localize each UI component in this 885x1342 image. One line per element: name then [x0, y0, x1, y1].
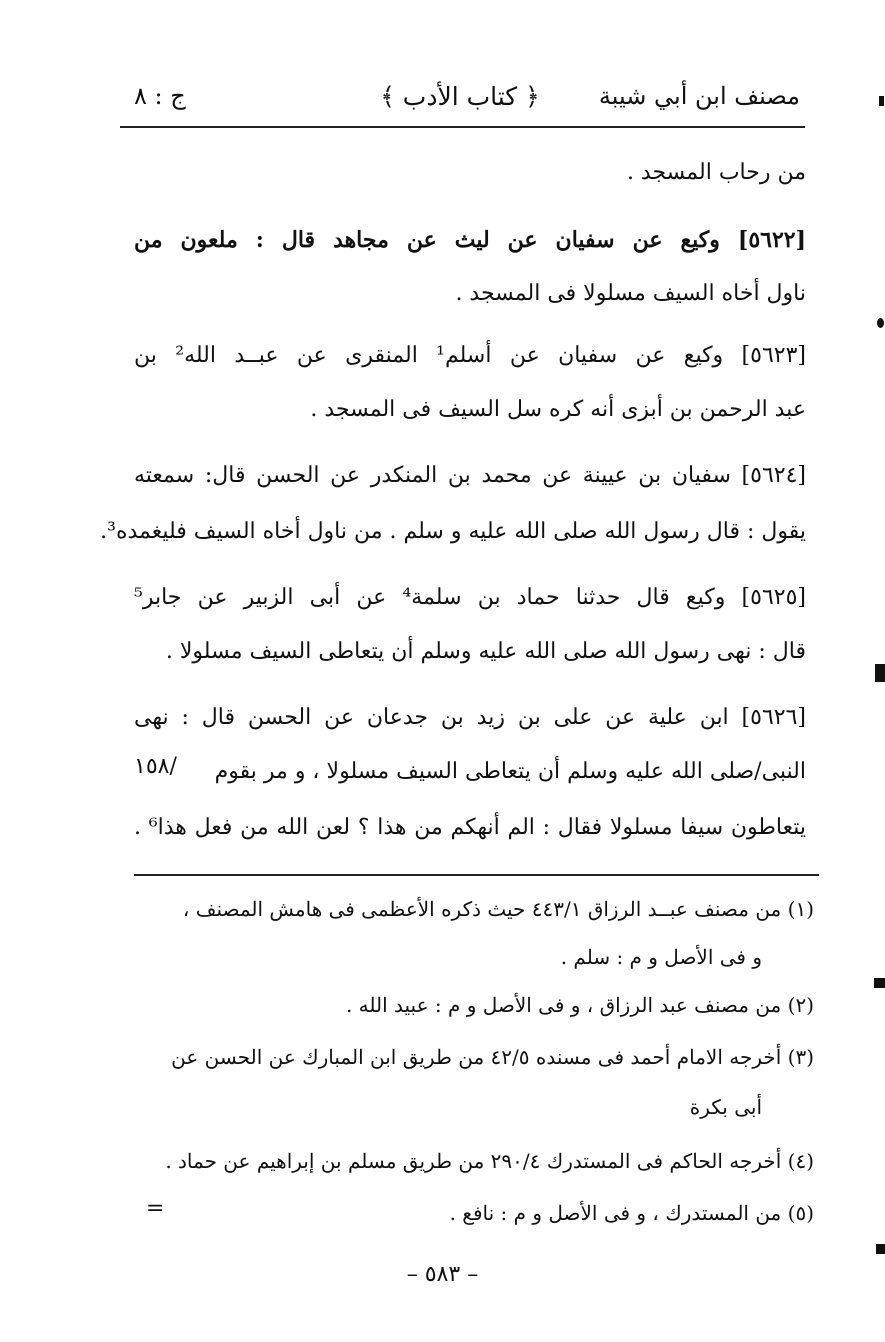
scan-artifact — [877, 318, 884, 328]
scan-artifact — [875, 664, 885, 682]
footnote-3-line-2: أبى بكرة — [689, 1095, 762, 1119]
footnote-1-line-2: و فى الأصل و م : سلم . — [560, 945, 762, 969]
margin-folio-marker: /١٥٨ — [134, 754, 177, 779]
running-header — [120, 78, 800, 122]
hadith-5622-line-1: [٥٦٢٢] وكيع عن سفيان عن ليث عن مجاهد قال : ملعون من — [134, 227, 806, 253]
book-title: مصنف ابن أبي شيبة — [598, 82, 800, 110]
hadith-5623-line-2: عبد الرحمن بن أبزى أنه كره سل السيف فى المسجد . — [310, 397, 806, 422]
footnote-rule — [134, 874, 819, 876]
volume-number: ج : ٨ — [134, 82, 186, 110]
footnote-3-line-1: (٣) أخرجه الامام أحمد فى مسنده ٤٢/٥ من طريق ابن المبارك عن الحسن عن — [171, 1045, 814, 1069]
hadith-5625-line-1: [٥٦٢٥] وكيع قال حدثنا حماد بن سلمة⁴ عن أبى الزبير عن جابر⁵ — [134, 585, 806, 610]
header-rule — [120, 126, 805, 128]
hadith-5624-line-1: [٥٦٢٤] سفيان بن عيينة عن محمد بن المنكدر عن الحسن قال: سمعته — [134, 463, 806, 488]
page-number: – ٥٨٣ – — [406, 1262, 479, 1287]
continuation-mark: = — [146, 1196, 165, 1221]
hadith-5626-line-1: [٥٦٢٦] ابن علية عن على بن زيد بن جدعان عن الحسن قال : نهى — [134, 705, 806, 730]
footnote-4: (٤) أخرجه الحاكم فى المستدرك ٢٩٠/٤ من طريق مسلم بن إبراهيم عن حماد . — [165, 1149, 814, 1173]
scan-artifact — [874, 978, 885, 988]
hadith-5625-line-2: قال : نهى رسول الله صلى الله عليه وسلم أن يتعاطى السيف مسلولا . — [165, 639, 806, 664]
body-line-1: من رحاب المسجد . — [626, 160, 806, 185]
hadith-5626-line-2: النبى/صلى الله عليه وسلم أن يتعاطى السيف مسلولا ، و مر بقوم — [214, 759, 806, 784]
chapter-title: ﴿ كتاب الأدب ﴾ — [380, 82, 540, 111]
hadith-5622-line-2: ناول أخاه السيف مسلولا فى المسجد . — [455, 281, 806, 306]
scan-artifact — [876, 1244, 885, 1254]
scan-artifact — [879, 96, 884, 106]
footnote-1-line-1: (١) من مصنف عبــد الرزاق ٤٤٣/١ حيث ذكره الأعظمى فى هامش المصنف ، — [182, 897, 814, 921]
hadith-5626-line-3: يتعاطون سيفا مسلولا فقال : الم أنهكم من هذا ؟ لعن الله من فعل هذا⁶ . — [134, 815, 806, 840]
hadith-5624-line-2: يقول : قال رسول الله صلى الله عليه و سلم . من ناول أخاه السيف فليغمده³. — [100, 519, 806, 544]
hadith-5623-line-1: [٥٦٢٣] وكيع عن سفيان عن أسلم¹ المنقرى عن عبــد الله² بن — [134, 343, 806, 368]
footnote-5: (٥) من المستدرك ، و فى الأصل و م : نافع . — [449, 1201, 814, 1225]
footnote-2: (٢) من مصنف عبد الرزاق ، و فى الأصل و م : عبيد الله . — [345, 993, 814, 1017]
